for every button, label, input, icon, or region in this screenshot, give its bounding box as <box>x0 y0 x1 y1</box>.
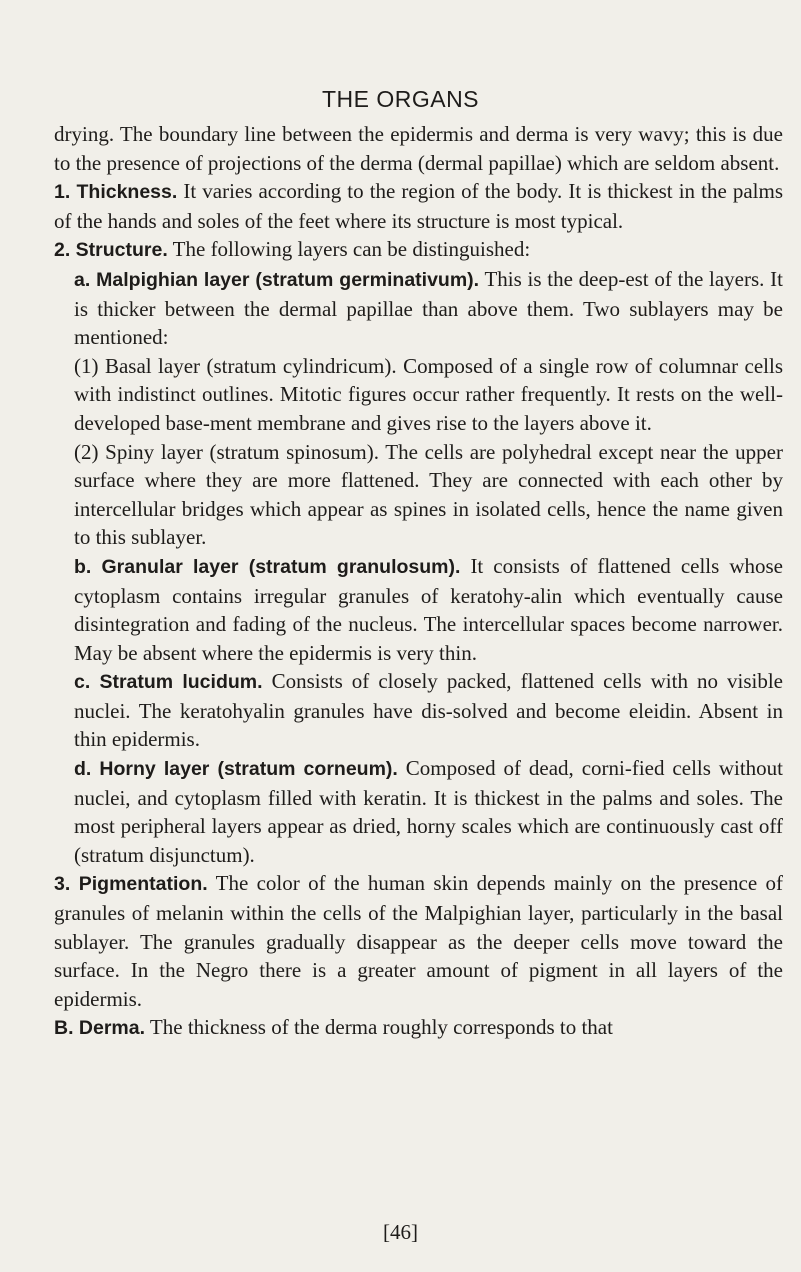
paragraph-text: The color of the human skin depends mainly on the presence of granules of melanin within the cells of the Malpighian layer, particularly in the basal sublayer. The granules gradually disappear as the deeper cells move toward the surface. In the Negro there is a greater amount of pigment in all layers of the epidermis. <box>54 871 784 1011</box>
paragraph-horny-layer <box>74 754 801 869</box>
paragraph-spiny-layer <box>74 438 801 552</box>
paragraph-basal-layer <box>74 352 801 438</box>
heading-horny-layer: d. Horny layer (stratum corneum). <box>74 758 398 781</box>
body-text <box>0 120 801 1043</box>
paragraph-granular-layer <box>74 552 801 667</box>
heading-stratum-lucidum: c. Stratum lucidum. <box>74 671 263 694</box>
paragraph-text: This is the deep-est of the layers. It is thicker between the dermal papillae than above them. Two sublayers may be mentioned: <box>74 266 783 350</box>
paragraph-continuation <box>54 120 801 177</box>
paragraph-derma <box>54 1013 801 1043</box>
paragraph-text: It consists of flattened cells whose cytoplasm contains irregular granules of keratohy-alin which eventually cause disintegration and fading of the nucleus. The intercellular spaces become narrower. May be absent where the epidermis is very thin. <box>74 553 783 665</box>
heading-granular-layer: b. Granular layer (stratum granulosum). <box>74 555 461 578</box>
heading-thickness: 1. Thickness. <box>54 181 178 204</box>
paragraph-malpighian-layer <box>74 265 801 352</box>
paragraph-text: The following layers can be distinguished: <box>167 237 531 262</box>
heading-derma: B. Derma. <box>54 1017 146 1040</box>
running-head: THE ORGANS <box>321 86 480 112</box>
paragraph-thickness <box>54 177 801 235</box>
paragraph-pigmentation <box>54 869 801 1013</box>
paragraph-text: Composed of dead, corni-fied cells without nuclei, and cytoplasm filled with keratin. It is thickest in the palms and soles. The most peripheral layers appear as dried, horny scales which are continuously cast off (stratum disjunctum). <box>74 756 783 867</box>
heading-pigmentation: 3. Pigmentation. <box>54 873 208 896</box>
paragraph-structure <box>54 235 801 265</box>
heading-structure: 2. Structure. <box>54 239 168 262</box>
paragraph-text: (1) Basal layer (stratum cylindricum). Composed of a single row of columnar cells with indistinct outlines. Mitotic figures occur rather frequently. It rests on the well-developed base-ment membrane and gives rise to the layers above it. <box>74 353 783 435</box>
page-number: [46] <box>383 1220 418 1244</box>
heading-malpighian-layer: a. Malpighian layer (stratum germinativum). <box>74 268 480 291</box>
paragraph-text: drying. The boundary line between the epidermis and derma is very wavy; this is due to the presence of projections of the derma (dermal papillae) which are seldom absent. <box>54 122 783 175</box>
paragraph-text: (2) Spiny layer (stratum spinosum). The cells are polyhedral except near the upper surface where they are more flattened. They are connected with each other by intercellular bridges which appear as spines in isolated cells, hence the name given to this sublayer. <box>74 439 783 550</box>
paragraph-text: It varies according to the region of the body. It is thickest in the palms of the hands and soles of the feet where its structure is most typical. <box>54 179 783 233</box>
paragraph-text: Consists of closely packed, flattened cells with no visible nuclei. The keratohyalin granules have dis-solved and become eleidin. Absent in thin epidermis. <box>74 669 784 752</box>
paragraph-text: The thickness of the derma roughly corresponds to that <box>145 1015 613 1040</box>
paragraph-stratum-lucidum <box>74 667 801 754</box>
